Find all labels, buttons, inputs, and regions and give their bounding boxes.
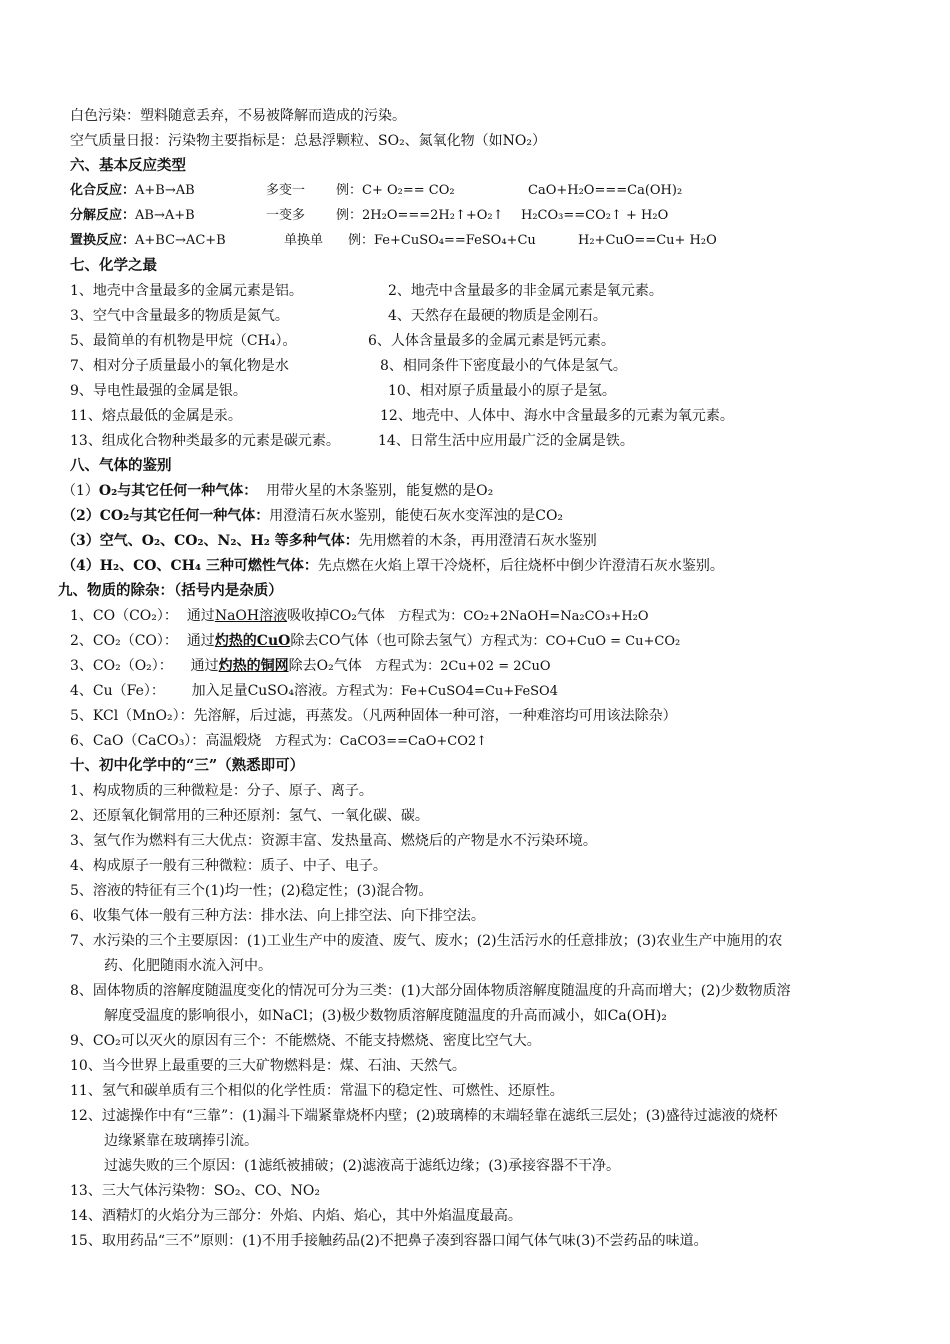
equation: 方程式为：CaCO3==CaO+CO2↑	[274, 734, 488, 749]
superlative-item: 9、导电性最强的金属是银。	[70, 383, 247, 399]
method-text: 吸收掉CO₂气体	[287, 608, 385, 624]
reaction-type: 多变一	[266, 183, 306, 198]
superlative-item: 14、日常生活中应用最广泛的金属是铁。	[378, 433, 634, 449]
threes-item: 11、氢气和碳单质有三个相似的化学性质：常温下的稳定性、可燃性、还原性。	[70, 1083, 564, 1099]
gas-identification-item	[62, 481, 493, 501]
gas-identification-item	[62, 531, 597, 551]
reaction-type: 单换单	[284, 233, 324, 248]
section-6-title: 六、基本反应类型	[70, 157, 186, 174]
gas-group: H₂、CO、CH₄ 三种可燃性气体：	[99, 558, 318, 574]
reaction-formula: A+BC→AC+B	[135, 233, 226, 248]
superlative-item: 10、相对原子质量最小的原子是氢。	[388, 383, 616, 399]
threes-item: 4、构成原子一般有三种微粒：质子、中子、电子。	[70, 858, 387, 874]
method-text: 除去O₂气体	[288, 658, 362, 674]
threes-item-continuation: 边缘紧靠在玻璃捧引流。	[104, 1133, 258, 1149]
threes-item: 2、还原氧化铜常用的三种还原剂：氢气、一氧化碳、碳。	[70, 808, 429, 824]
section-10-title: 十、初中化学中的“三”（熟悉即可）	[70, 757, 305, 774]
superlative-item: 1、地壳中含量最多的金属元素是铝。	[70, 283, 303, 299]
threes-item: 5、溶液的特征有三个(1)均一性；(2)稳定性；(3)混合物。	[70, 883, 433, 899]
threes-item-continuation: 药、化肥随雨水流入河中。	[104, 958, 272, 974]
superlative-item: 8、相同条件下密度最小的气体是氢气。	[380, 358, 627, 374]
mixture: 6、CaO（CaCO₃）：	[70, 733, 206, 749]
section-8-title: 八、气体的鉴别	[70, 457, 172, 474]
reaction-example: 例：2H₂O===2H₂↑+O₂↑	[336, 208, 504, 223]
reaction-example-2: H₂CO₃==CO₂↑ + H₂O	[521, 208, 669, 223]
method-prefix: 通过	[186, 633, 215, 649]
method-text: 用带火星的木条鉴别，能复燃的是O₂	[266, 483, 494, 499]
impurity-item-1	[70, 606, 649, 627]
reaction-row	[70, 231, 226, 251]
threes-item: 8、固体物质的溶解度随温度变化的情况可分为三类：(1)大部分固体物质溶解度随温度的升高而增大；(2)少数物质溶	[70, 983, 791, 999]
gas-group: CO₂与其它任何一种气体：	[99, 508, 270, 524]
superlative-item: 7、相对分子质量最小的氧化物是水	[70, 358, 289, 374]
equation: 方程式为：CO₂+2NaOH=Na₂CO₃+H₂O	[398, 609, 649, 624]
reaction-formula: AB→A+B	[135, 208, 195, 223]
gas-group: 空气、O₂、CO₂、N₂、H₂ 等多种气体：	[99, 533, 359, 549]
threes-item: 12、过滤操作中有“三靠”：(1)漏斗下端紧靠烧杯内壁；(2)玻璃棒的末端轻靠在滤纸三层处；(3)盛待过滤液的烧杯	[70, 1108, 778, 1124]
superlative-item: 11、熔点最低的金属是汞。	[70, 408, 242, 424]
threes-item: 1、构成物质的三种微粒是：分子、原子、离子。	[70, 783, 373, 799]
impurity-item-2	[70, 631, 680, 652]
threes-item-continuation: 解度受温度的影响很小，如NaCl；(3)极少数物质溶解度随温度的升高而减小，如Ca(OH)₂	[104, 1008, 667, 1024]
gas-identification-item	[62, 506, 563, 526]
reaction-name: 置换反应：	[70, 233, 136, 248]
impurity-item-4	[70, 681, 558, 702]
threes-item: 3、氢气作为燃料有三大优点：资源丰富、发热量高、燃烧后的产物是水不污染环境。	[70, 833, 597, 849]
method-text: 先点燃在火焰上罩干冷烧杯，后往烧杯中倒少许澄清石灰水鉴别。	[317, 558, 724, 574]
threes-item: 7、水污染的三个主要原因：(1)工业生产中的废渣、废气、废水；(2)生活污水的任意排放；(3)农业生产中施用的农	[70, 933, 783, 949]
impurity-item-5	[70, 706, 677, 726]
reaction-example: 例：Fe+CuSO₄==FeSO₄+Cu	[348, 233, 536, 248]
reaction-name: 化合反应：	[70, 183, 136, 198]
superlative-item: 3、空气中含量最多的物质是氮气。	[70, 308, 289, 324]
mixture: 2、CO₂（CO）：	[70, 633, 178, 649]
reaction-example-2: CaO+H₂O===Ca(OH)₂	[528, 183, 683, 198]
method-text: 加入足量CuSO₄溶液。	[191, 683, 336, 699]
reagent: NaOH溶液	[214, 608, 288, 624]
superlative-item: 2、地壳中含量最多的非金属元素是氧元素。	[388, 283, 663, 299]
mixture: 4、Cu（Fe）：	[70, 683, 165, 699]
method-text: 用澄清石灰水鉴别，能使石灰水变浑浊的是CO₂	[269, 508, 564, 524]
reaction-row	[70, 181, 195, 201]
intro-line-1: 白色污染：塑料随意丢弃，不易被降解而造成的污染。	[70, 108, 406, 124]
reaction-row	[70, 206, 195, 226]
impurity-item-3	[70, 656, 551, 677]
equation: 方程式为：2Cu+02 = 2CuO	[375, 659, 551, 674]
gas-identification-item	[62, 556, 724, 576]
impurity-item-6	[70, 731, 487, 752]
method-text: 除去CO气体（也可除去氢气）	[290, 633, 481, 649]
threes-item: 13、三大气体污染物：SO₂、CO、NO₂	[70, 1183, 321, 1199]
superlative-item: 13、组成化合物种类最多的元素是碳元素。	[70, 433, 340, 449]
superlative-item: 12、地壳中、人体中、海水中含量最多的元素为氧元素。	[380, 408, 734, 424]
method-text: 先溶解，后过滤，再蒸发。（凡两种固体一种可溶，一种难溶均可用该法除杂）	[193, 708, 677, 724]
mixture: 5、KCl（MnO₂）：	[70, 708, 194, 724]
reaction-example: 例：C+ O₂== CO₂	[336, 183, 455, 198]
section-7-title: 七、化学之最	[70, 257, 157, 274]
item-number: （4）	[62, 558, 100, 574]
method-prefix: 通过	[190, 658, 219, 674]
reaction-formula: A+B→AB	[135, 183, 195, 198]
threes-item: 9、CO₂可以灭火的原因有三个：不能燃烧、不能支持燃烧、密度比空气大。	[70, 1033, 541, 1049]
reaction-example-2: H₂+CuO==Cu+ H₂O	[578, 233, 717, 248]
threes-item: 10、当今世界上最重要的三大矿物燃料是：煤、石油、天然气。	[70, 1058, 466, 1074]
mixture: 1、CO（CO₂）：	[70, 608, 178, 624]
item-number: （2）	[62, 508, 100, 524]
reaction-type: 一变多	[266, 208, 306, 223]
intro-line-2: 空气质量日报：污染物主要指标是：总悬浮颗粒、SO₂、氮氧化物（如NO₂）	[70, 133, 547, 149]
threes-item: 14、酒精灯的火焰分为三部分：外焰、内焰、焰心，其中外焰温度最高。	[70, 1208, 522, 1224]
superlative-item: 5、最简单的有机物是甲烷（CH₄）。	[70, 333, 297, 349]
threes-item-note: 过滤失败的三个原因：(1滤纸被捕破；(2)滤液高于滤纸边缘；(3)承接容器不干净。	[104, 1158, 621, 1174]
gas-group: O₂与其它任何一种气体：	[98, 483, 258, 499]
reaction-name: 分解反应：	[70, 208, 136, 223]
section-9-title: 九、物质的除杂：（括号内是杂质）	[58, 582, 283, 599]
item-number: （3）	[62, 533, 100, 549]
superlative-item: 6、人体含量最多的金属元素是钙元素。	[368, 333, 615, 349]
threes-item: 15、取用药品“三不”原则：(1)不用手接触药品(2)不把鼻子凑到容器口闻气体气味(3)不尝药品的味道。	[70, 1233, 708, 1249]
method-prefix: 通过	[186, 608, 215, 624]
superlative-item: 4、天然存在最硬的物质是金刚石。	[388, 308, 607, 324]
threes-item: 6、收集气体一般有三种方法：排水法、向上排空法、向下排空法。	[70, 908, 485, 924]
reagent: 灼热的CuO	[214, 633, 291, 649]
reagent: 灼热的铜网	[218, 658, 289, 674]
mixture: 3、CO₂（O₂）：	[70, 658, 173, 674]
equation: 方程式为：Fe+CuSO4=Cu+FeSO4	[336, 684, 558, 699]
method-text: 高温煅烧	[205, 733, 262, 749]
method-text: 先用燃着的木条，再用澄清石灰水鉴别	[358, 533, 597, 549]
equation: 方程式为：CO+CuO = Cu+CO₂	[480, 634, 681, 649]
item-number: （1）	[62, 483, 99, 499]
